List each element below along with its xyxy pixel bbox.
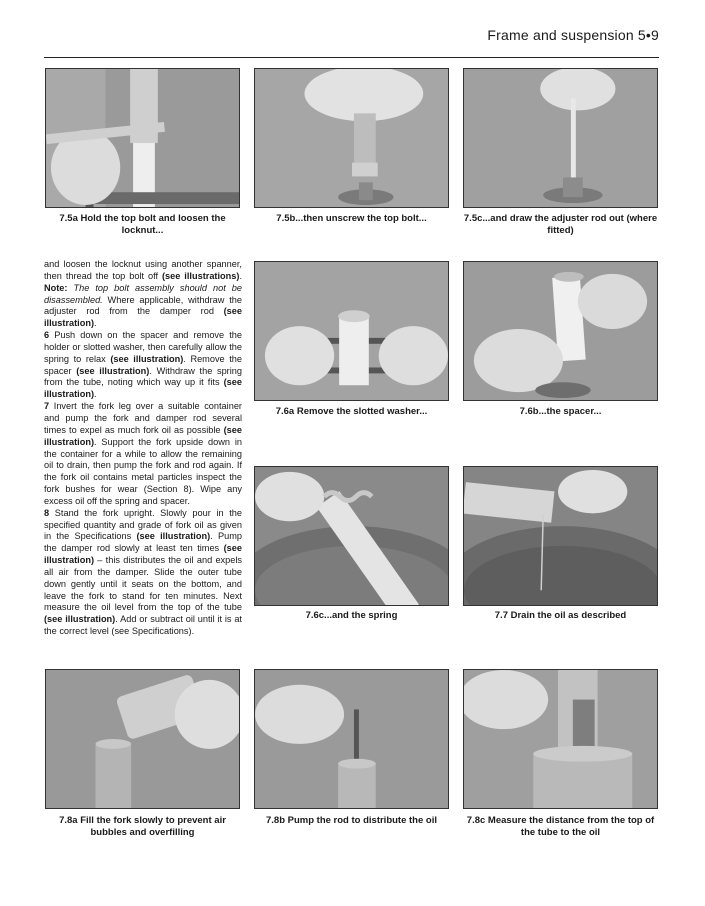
header-divider	[44, 57, 659, 58]
fill-fork-photo	[45, 669, 240, 809]
pump-rod-photo	[254, 669, 449, 809]
caption-7-6c: 7.6c...and the spring	[305, 610, 398, 621]
paragraph-step-7: 7 Invert the fork leg over a suitable container and pump the fork and damper rod several times to expel as much fork oil as possible (see illustration). Support the fork upside down in the container for a while to allow the remaining oil to drain, then pump the fork and rod again. If the fork oil contains metal particles inspect the fork bushes for wear (Section 8). Wipe any excess oil off the spring and spacer.	[44, 401, 242, 506]
measure-oil-photo	[463, 669, 658, 809]
caption-7-5c: 7.5c...and draw the adjuster rod out (where fitted)	[463, 213, 658, 236]
paragraph-continued: and loosen the locknut using another spanner, then thread the top bolt off (see illustrations). Note: The top bolt assembly should not be disassembled. Where applicable, withdraw the adjuster rod from the damper rod (see illustration).	[44, 259, 243, 329]
paragraph-step-8: 8 Stand the fork upright. Slowly pour in the specified quantity and grade of fork oil as given in the Specifications (see illustration). Pump the damper rod slowly at least ten times (see illustration) – this distributes the oil and expels all air from the damper. Slide the outer tube down gently until it seats on the bottom, and leave the fork to stand for ten minutes. Next measure the oil level from the top of the tube (see illustration). Add or subtract oil until it is at the correct level (see Specifications).	[44, 507, 242, 637]
page-header-title: Frame and suspension 5•9	[487, 27, 659, 43]
caption-7-7: 7.7 Drain the oil as described	[494, 610, 627, 621]
spring-photo	[254, 466, 449, 606]
caption-7-8b: 7.8b Pump the rod to distribute the oil	[265, 815, 437, 826]
drain-oil-photo	[463, 466, 658, 606]
caption-7-6a: 7.6a Remove the slotted washer...	[275, 406, 428, 417]
spacer-photo	[463, 261, 658, 401]
caption-7-8c: 7.8c Measure the distance from the top of the tube to the oil	[466, 815, 655, 838]
caption-7-5a: 7.5a Hold the top bolt and loosen the locknut...	[59, 213, 226, 236]
adjuster-rod-photo	[463, 68, 658, 208]
unscrew-top-bolt-photo	[254, 68, 449, 208]
caption-7-5b: 7.5b...then unscrew the top bolt...	[276, 213, 427, 224]
paragraph-step-6: 6 Push down on the spacer and remove the holder or slotted washer, then carefully allow the spring to relax (see illustration). Remove the spacer (see illustration). Withdraw the spring from the tube, noting which way up it fits (see illustration).	[44, 330, 242, 400]
procedure-text	[44, 259, 242, 638]
slotted-washer-photo	[254, 261, 449, 401]
caption-7-8a: 7.8a Fill the fork slowly to prevent air bubbles and overfilling	[59, 815, 226, 838]
caption-7-6b: 7.6b...the spacer...	[519, 406, 602, 417]
top-bolt-spanner-photo	[45, 68, 240, 208]
